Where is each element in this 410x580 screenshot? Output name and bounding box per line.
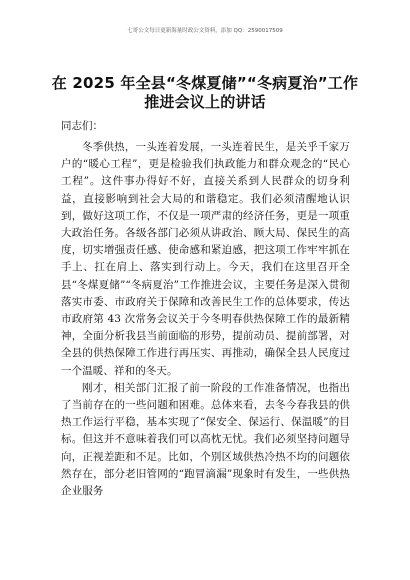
- title-line-1: 在 2025 年全县“冬煤夏储”“冬病夏治”工作: [51, 74, 359, 92]
- salutation: 同志们：: [61, 120, 103, 132]
- paragraph: 冬季供热，一头连着发展，一头连着民生，是关乎千家万户的“暖心工程”，更是检验我们执政能力和群众观念的“民心工程”。这件事办得好不好，直接关系到人民群众的切身利益，直接影响到社会大局的和谐稳定。我们必须清醒地认识到，做好这项工作，不仅是一项严肃的经济任务，更是一项重大政治任务。各级各部门必须从讲政治、顾大局、保民生的高度，切实增强责任感、使命感和紧迫感，把这项工作牢牢抓在手上、扛在肩上、落实到行动上。今天，我们在这里召开全县“冬煤夏储”“冬病夏治”工作推进会议，主要任务是深入贯彻落实市委、市政府关于保障和改善民生工作的总体要求，传达市政府第 43 次常务会议关于今冬明春供热保障工作的最新精神，全面分析我县当前面临的形势，提前动员、提前部署，对全县的供热保障工作进行再压实、再推动，确保全县人民度过一个温暖、祥和的冬天。: [61, 141, 350, 377]
- document-body: [61, 139, 350, 500]
- header-note: 七哥公文每日更新海量时政公文资料，添加 QQ：2590017509: [127, 28, 283, 34]
- paragraph: 刚才，相关部门汇报了前一阶段的工作准备情况，也指出了当前存在的一些问题和困难。总体来看，去冬今春我县的供热工作运行平稳，基本实现了“保安全、保运行、保温暖”的目标。但这并不意味着我们可以高枕无忧。我们必须坚持问题导向，正视差距和不足。比如，个别区域供热冷热不均的问题依然存在，部分老旧管网的“跑冒滴漏”现象时有发生，一些供热企业服务: [61, 381, 350, 498]
- document-title: [40, 74, 370, 112]
- title-line-2: 推进会议上的讲话: [144, 93, 266, 111]
